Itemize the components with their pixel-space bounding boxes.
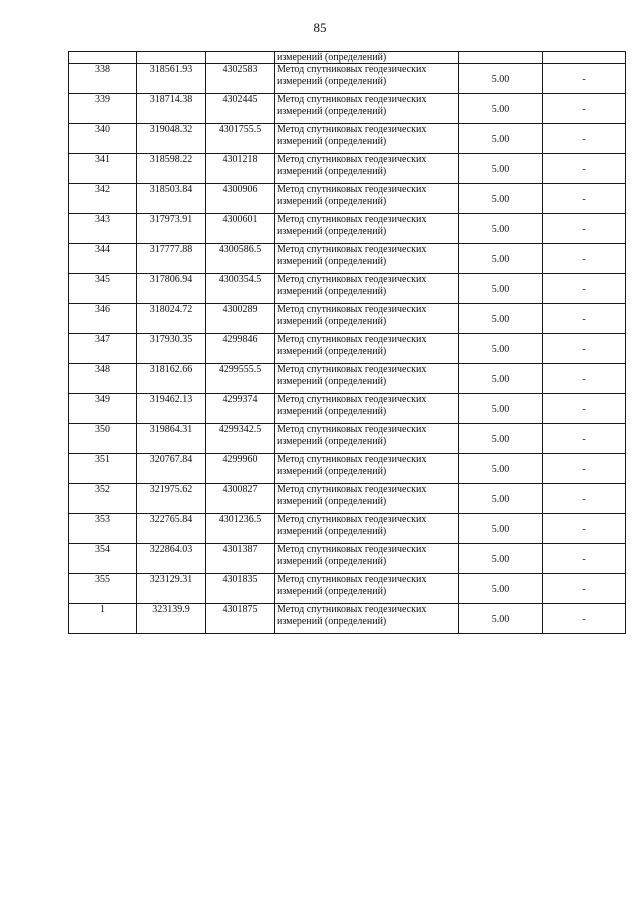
point-number-cell: 355 <box>69 574 137 604</box>
method-cell: Метод спутниковых геодезических измерений (определений) <box>275 604 459 634</box>
method-cell: Метод спутниковых геодезических измерений (определений) <box>275 544 459 574</box>
point-number-cell: 343 <box>69 214 137 244</box>
dash-cell: - <box>543 454 626 484</box>
dash-cell: - <box>543 124 626 154</box>
x-coordinate-cell: 322765.84 <box>137 514 206 544</box>
error-cell: 5.00 <box>459 544 543 574</box>
error-cell: 5.00 <box>459 454 543 484</box>
dash-cell: - <box>543 274 626 304</box>
y-coordinate-cell: 4301387 <box>206 544 275 574</box>
table-body <box>69 52 626 634</box>
dash-cell: - <box>543 154 626 184</box>
point-number-cell: 339 <box>69 94 137 124</box>
y-coordinate-cell: 4300601 <box>206 214 275 244</box>
method-cell: измерений (определений) <box>275 52 459 64</box>
point-number-cell: 340 <box>69 124 137 154</box>
table-cell <box>459 52 543 64</box>
table-row <box>69 124 626 154</box>
method-cell: Метод спутниковых геодезических измерений (определений) <box>275 274 459 304</box>
table-row <box>69 454 626 484</box>
table-row <box>69 154 626 184</box>
dash-cell: - <box>543 304 626 334</box>
x-coordinate-cell: 317930.35 <box>137 334 206 364</box>
point-number-cell: 346 <box>69 304 137 334</box>
x-coordinate-cell: 317973.91 <box>137 214 206 244</box>
error-cell: 5.00 <box>459 514 543 544</box>
method-cell: Метод спутниковых геодезических измерений (определений) <box>275 94 459 124</box>
point-number-cell: 353 <box>69 514 137 544</box>
method-cell: Метод спутниковых геодезических измерений (определений) <box>275 574 459 604</box>
dash-cell: - <box>543 544 626 574</box>
point-number-cell: 338 <box>69 64 137 94</box>
error-cell: 5.00 <box>459 394 543 424</box>
page-number: 85 <box>313 20 327 35</box>
error-cell: 5.00 <box>459 154 543 184</box>
x-coordinate-cell: 323129.31 <box>137 574 206 604</box>
table-row <box>69 574 626 604</box>
y-coordinate-cell: 4299555.5 <box>206 364 275 394</box>
dash-cell: - <box>543 184 626 214</box>
y-coordinate-cell: 4301835 <box>206 574 275 604</box>
method-cell: Метод спутниковых геодезических измерений (определений) <box>275 394 459 424</box>
error-cell: 5.00 <box>459 424 543 454</box>
method-cell: Метод спутниковых геодезических измерений (определений) <box>275 214 459 244</box>
table-row <box>69 304 626 334</box>
x-coordinate-cell: 322864.03 <box>137 544 206 574</box>
x-coordinate-cell: 319048.32 <box>137 124 206 154</box>
x-coordinate-cell: 318561.93 <box>137 64 206 94</box>
error-cell: 5.00 <box>459 364 543 394</box>
point-number-cell: 349 <box>69 394 137 424</box>
dash-cell: - <box>543 574 626 604</box>
point-number-cell: 348 <box>69 364 137 394</box>
dash-cell: - <box>543 214 626 244</box>
x-coordinate-cell: 318162.66 <box>137 364 206 394</box>
table-row <box>69 274 626 304</box>
dash-cell: - <box>543 364 626 394</box>
table-cell <box>137 52 206 64</box>
point-number-cell: 344 <box>69 244 137 274</box>
table-row <box>69 94 626 124</box>
method-cell: Метод спутниковых геодезических измерений (определений) <box>275 484 459 514</box>
point-number-cell: 347 <box>69 334 137 364</box>
method-cell: Метод спутниковых геодезических измерений (определений) <box>275 424 459 454</box>
method-cell: Метод спутниковых геодезических измерений (определений) <box>275 124 459 154</box>
x-coordinate-cell: 320767.84 <box>137 454 206 484</box>
y-coordinate-cell: 4301875 <box>206 604 275 634</box>
method-cell: Метод спутниковых геодезических измерений (определений) <box>275 454 459 484</box>
dash-cell: - <box>543 424 626 454</box>
method-cell: Метод спутниковых геодезических измерений (определений) <box>275 514 459 544</box>
table-row <box>69 604 626 634</box>
dash-cell: - <box>543 334 626 364</box>
dash-cell: - <box>543 484 626 514</box>
x-coordinate-cell: 318714.38 <box>137 94 206 124</box>
point-number-cell: 352 <box>69 484 137 514</box>
x-coordinate-cell: 317777.88 <box>137 244 206 274</box>
error-cell: 5.00 <box>459 214 543 244</box>
y-coordinate-cell: 4299960 <box>206 454 275 484</box>
point-number-cell: 351 <box>69 454 137 484</box>
y-coordinate-cell: 4300354.5 <box>206 274 275 304</box>
error-cell: 5.00 <box>459 304 543 334</box>
x-coordinate-cell: 319462.13 <box>137 394 206 424</box>
y-coordinate-cell: 4302445 <box>206 94 275 124</box>
dash-cell: - <box>543 94 626 124</box>
error-cell: 5.00 <box>459 274 543 304</box>
method-cell: Метод спутниковых геодезических измерений (определений) <box>275 64 459 94</box>
table-cell <box>206 52 275 64</box>
dash-cell: - <box>543 394 626 424</box>
dash-cell: - <box>543 604 626 634</box>
x-coordinate-cell: 318598.22 <box>137 154 206 184</box>
point-number-cell: 342 <box>69 184 137 214</box>
method-cell: Метод спутниковых геодезических измерений (определений) <box>275 334 459 364</box>
point-number-cell: 350 <box>69 424 137 454</box>
table-row <box>69 514 626 544</box>
error-cell: 5.00 <box>459 604 543 634</box>
table-row <box>69 544 626 574</box>
error-cell: 5.00 <box>459 94 543 124</box>
y-coordinate-cell: 4301755.5 <box>206 124 275 154</box>
dash-cell: - <box>543 244 626 274</box>
y-coordinate-cell: 4300289 <box>206 304 275 334</box>
point-number-cell: 345 <box>69 274 137 304</box>
table-cell <box>543 52 626 64</box>
table-row <box>69 184 626 214</box>
x-coordinate-cell: 317806.94 <box>137 274 206 304</box>
method-cell: Метод спутниковых геодезических измерений (определений) <box>275 244 459 274</box>
coordinates-table <box>68 51 626 634</box>
x-coordinate-cell: 318503.84 <box>137 184 206 214</box>
y-coordinate-cell: 4299342.5 <box>206 424 275 454</box>
error-cell: 5.00 <box>459 334 543 364</box>
table-row <box>69 484 626 514</box>
table-row <box>69 64 626 94</box>
table-row <box>69 244 626 274</box>
x-coordinate-cell: 323139.9 <box>137 604 206 634</box>
table-row <box>69 214 626 244</box>
table-row <box>69 424 626 454</box>
y-coordinate-cell: 4300906 <box>206 184 275 214</box>
table-row <box>69 334 626 364</box>
dash-cell: - <box>543 64 626 94</box>
y-coordinate-cell: 4300586.5 <box>206 244 275 274</box>
error-cell: 5.00 <box>459 184 543 214</box>
method-cell: Метод спутниковых геодезических измерений (определений) <box>275 184 459 214</box>
point-number-cell: 1 <box>69 604 137 634</box>
error-cell: 5.00 <box>459 244 543 274</box>
x-coordinate-cell: 319864.31 <box>137 424 206 454</box>
y-coordinate-cell: 4299374 <box>206 394 275 424</box>
continuation-row <box>69 52 626 64</box>
table-cell <box>69 52 137 64</box>
y-coordinate-cell: 4302583 <box>206 64 275 94</box>
y-coordinate-cell: 4301236.5 <box>206 514 275 544</box>
method-cell: Метод спутниковых геодезических измерений (определений) <box>275 364 459 394</box>
dash-cell: - <box>543 514 626 544</box>
point-number-cell: 341 <box>69 154 137 184</box>
table-row <box>69 394 626 424</box>
table-row <box>69 364 626 394</box>
y-coordinate-cell: 4299846 <box>206 334 275 364</box>
method-cell: Метод спутниковых геодезических измерений (определений) <box>275 304 459 334</box>
y-coordinate-cell: 4300827 <box>206 484 275 514</box>
point-number-cell: 354 <box>69 544 137 574</box>
y-coordinate-cell: 4301218 <box>206 154 275 184</box>
error-cell: 5.00 <box>459 64 543 94</box>
x-coordinate-cell: 321975.62 <box>137 484 206 514</box>
method-cell: Метод спутниковых геодезических измерений (определений) <box>275 154 459 184</box>
error-cell: 5.00 <box>459 484 543 514</box>
x-coordinate-cell: 318024.72 <box>137 304 206 334</box>
error-cell: 5.00 <box>459 574 543 604</box>
error-cell: 5.00 <box>459 124 543 154</box>
